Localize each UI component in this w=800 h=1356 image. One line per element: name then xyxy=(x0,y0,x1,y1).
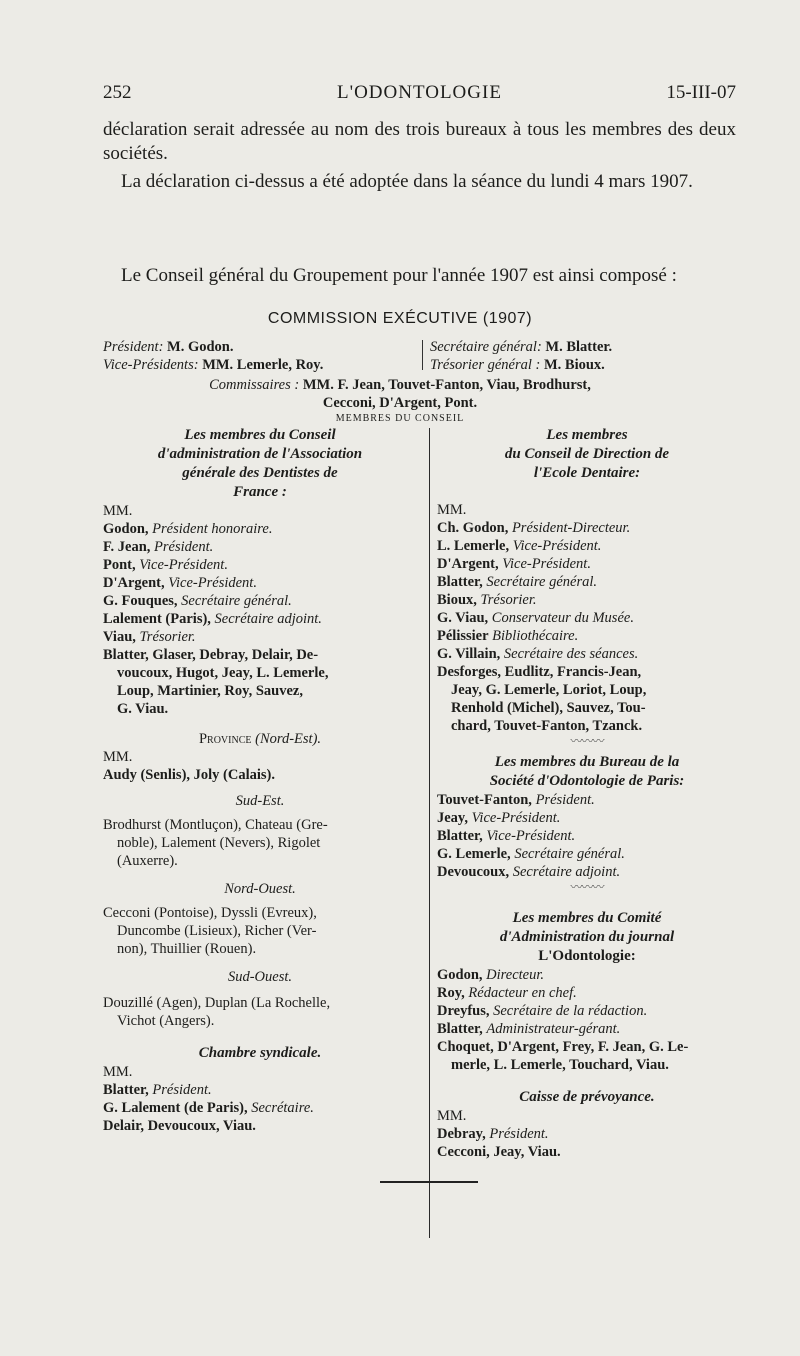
president-label: Président: xyxy=(103,339,164,355)
intro-paragraph-1: déclaration serait adressée au nom des trois bureaux à tous les membres des deux sociétés. xyxy=(103,119,736,164)
nord-ouest-line: non), Thuillier (Rouen). xyxy=(117,941,257,957)
caisse-title: Caisse de prévoyance. xyxy=(519,1089,655,1105)
list-item: Blatter, Président. xyxy=(103,1082,212,1098)
list-item: Roy, Rédacteur en chef. xyxy=(437,985,577,1001)
list-item: Lalement (Paris), Secrétaire adjoint. xyxy=(103,611,322,627)
nord-ouest-line: Duncombe (Lisieux), Richer (Ver- xyxy=(117,923,317,939)
commissaires-names: MM. F. Jean, Touvet-Fanton, Viau, Brodhurst, xyxy=(302,377,591,393)
list-item: Debray, Président. xyxy=(437,1126,549,1142)
list-item: Bioux, Trésorier. xyxy=(437,592,537,608)
intro-paragraph-2: La déclaration ci-dessus a été adoptée dans la séance du lundi 4 mars 1907. xyxy=(121,171,693,192)
list-item: Cecconi, Jeay, Viau. xyxy=(437,1144,561,1160)
sud-est-line: (Auxerre). xyxy=(117,853,178,869)
others-line: Loup, Martinier, Roy, Sauvez, xyxy=(117,683,303,699)
commission-title: COMMISSION EXÉCUTIVE (1907) xyxy=(267,310,533,327)
commission-secretary xyxy=(430,338,612,356)
list-item: G. Lemerle, Secrétaire général. xyxy=(437,846,625,862)
journal-title: L'ODONTOLOGIE xyxy=(337,82,502,103)
list-item: Blatter, Vice-Président. xyxy=(437,828,576,844)
right-column xyxy=(437,426,737,1161)
comite-others-line: merle, L. Lemerle, Touchard, Viau. xyxy=(451,1057,669,1073)
list-item: F. Jean, Président. xyxy=(103,539,214,555)
chambre-title: Chambre syndicale. xyxy=(198,1045,322,1061)
list-item: Dreyfus, Secrétaire de la rédaction. xyxy=(437,1003,648,1019)
province-mm: MM. xyxy=(103,749,133,765)
others-line: voucoux, Hugot, Jeay, L. Lemerle, xyxy=(117,665,329,681)
mm-label: MM. xyxy=(103,503,133,519)
province-heading: Province (Nord-Est). xyxy=(198,731,322,747)
issue-date: 15-III-07 xyxy=(666,82,736,103)
nord-ouest-line: Cecconi (Pontoise), Dyssli (Evreux), xyxy=(103,905,317,921)
mm-label: MM. xyxy=(437,502,467,518)
secretary-label: Secrétaire général: xyxy=(430,339,542,355)
treasurer-name: M. Bioux. xyxy=(543,357,605,373)
vp-names: MM. Lemerle, Roy. xyxy=(202,357,324,373)
commissaires-line-2: Cecconi, D'Argent, Pont. xyxy=(322,395,478,411)
list-item: Delair, Devoucoux, Viau. xyxy=(103,1118,256,1134)
caisse-mm: MM. xyxy=(437,1108,467,1124)
sud-est-line: Brodhurst (Montluçon), Chateau (Gre- xyxy=(103,817,328,833)
running-header xyxy=(103,82,736,106)
list-item: Blatter, Administrateur-gérant. xyxy=(437,1021,621,1037)
list-item: G. Villain, Secrétaire des séances. xyxy=(437,646,639,662)
list-item: Ch. Godon, Président-Directeur. xyxy=(437,520,631,536)
commissaires-label: Commissaires : xyxy=(209,377,300,393)
nord-est-members: Audy (Senlis), Joly (Calais). xyxy=(103,767,276,783)
vp-label: Vice-Présidents: xyxy=(103,357,199,373)
commission-president xyxy=(103,338,234,356)
list-item: Godon, Directeur. xyxy=(437,967,545,983)
nord-ouest-heading: Nord-Ouest. xyxy=(224,881,296,897)
list-item: G. Viau, Conservateur du Musée. xyxy=(437,610,634,626)
column-divider xyxy=(429,428,430,1238)
sud-ouest-line: Douzillé (Agen), Duplan (La Rochelle, xyxy=(103,995,331,1011)
commission-vice-presidents xyxy=(103,356,323,374)
ornament-divider: 〰〰〰 xyxy=(570,734,604,748)
bureau-title: Les membres du Bureau de la Société d'Odontologie de Paris: xyxy=(489,754,685,789)
list-item: Jeay, Vice-Président. xyxy=(437,810,561,826)
list-item: Touvet-Fanton, Président. xyxy=(437,792,595,808)
secretary-name: M. Blatter. xyxy=(545,339,613,355)
commissaires-line-1 xyxy=(0,376,800,394)
sud-ouest-heading: Sud-Ouest. xyxy=(227,969,293,985)
list-item: Devoucoux, Secrétaire adjoint. xyxy=(437,864,621,880)
comite-others-line: Choquet, D'Argent, Frey, F. Jean, G. Le- xyxy=(437,1039,689,1055)
commission-treasurer xyxy=(430,356,605,374)
others-line: Jeay, G. Lemerle, Loriot, Loup, xyxy=(451,682,647,698)
page-number: 252 xyxy=(103,82,132,103)
others-line: G. Viau. xyxy=(117,701,169,717)
others-line: Blatter, Glaser, Debray, Delair, De- xyxy=(103,647,319,663)
left-column xyxy=(103,426,417,1135)
ecole-title: Les membres du Conseil de Direction de l'Ecole Dentaire: xyxy=(504,427,670,481)
closing-rule xyxy=(380,1181,478,1183)
others-line: chard, Touvet-Fanton, Tzanck. xyxy=(451,718,643,734)
list-item: Viau, Trésorier. xyxy=(103,629,196,645)
sud-ouest-line: Vichot (Angers). xyxy=(117,1013,215,1029)
list-item: D'Argent, Vice-Président. xyxy=(103,575,257,591)
intro-paragraph-3: Le Conseil général du Groupement pour l'année 1907 est ainsi composé : xyxy=(121,265,677,286)
list-item: Pont, Vice-Président. xyxy=(103,557,228,573)
others-line: Renhold (Michel), Sauvez, Tou- xyxy=(451,700,646,716)
treasurer-label: Trésorier général : xyxy=(430,357,541,373)
comite-title: Les membres du Comité d'Administration du journal L'Odontologie: xyxy=(499,910,675,964)
list-item: G. Fouques, Secrétaire général. xyxy=(103,593,292,609)
list-item: Godon, Président honoraire. xyxy=(103,521,273,537)
list-item: L. Lemerle, Vice-Président. xyxy=(437,538,602,554)
chambre-mm: MM. xyxy=(103,1064,133,1080)
list-item: D'Argent, Vice-Président. xyxy=(437,556,591,572)
list-item: G. Lalement (de Paris), Secrétaire. xyxy=(103,1100,314,1116)
president-name: M. Godon. xyxy=(167,339,234,355)
sud-est-line: noble), Lalement (Nevers), Rigolet xyxy=(117,835,321,851)
association-title: Les membres du Conseil d'administration de l'Association générale des Dentistes de France : xyxy=(157,427,363,500)
others-line: Desforges, Eudlitz, Francis-Jean, xyxy=(437,664,642,680)
sud-est-heading: Sud-Est. xyxy=(235,793,285,809)
commission-divider xyxy=(422,340,423,370)
list-item: Pélissier Bibliothécaire. xyxy=(437,628,579,644)
ornament-divider: 〰〰〰 xyxy=(570,880,604,894)
list-item: Blatter, Secrétaire général. xyxy=(437,574,597,590)
members-heading: MEMBRES DU CONSEIL xyxy=(335,413,465,424)
